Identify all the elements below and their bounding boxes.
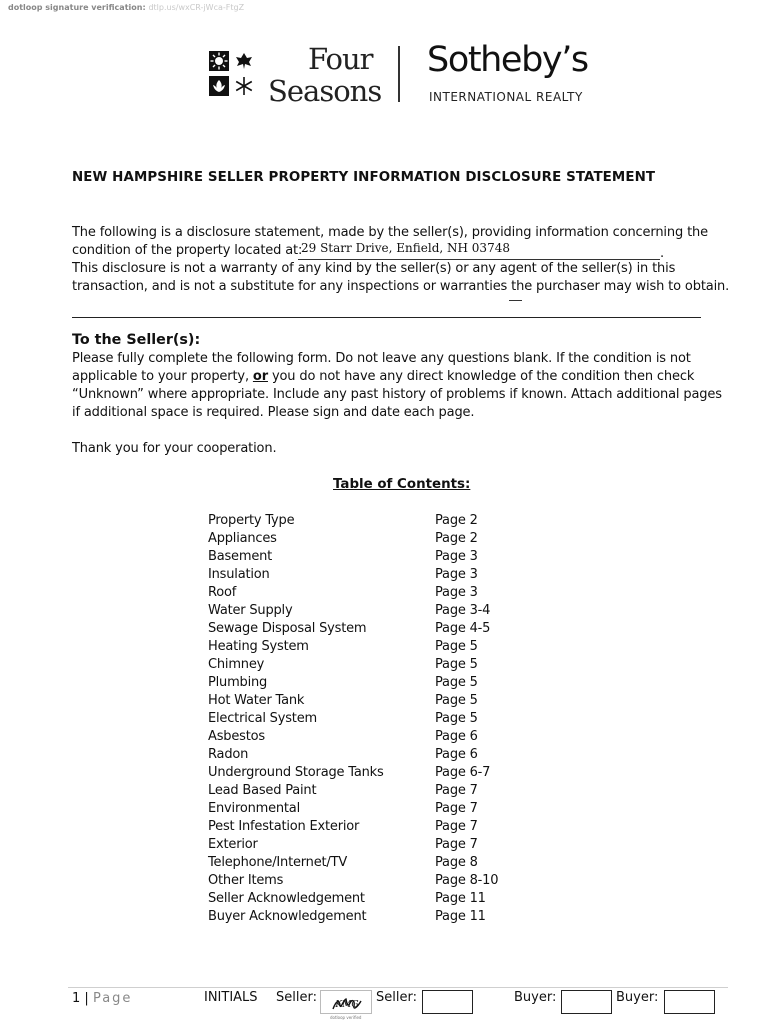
toc-row xyxy=(208,584,528,602)
toc-item-name: Underground Storage Tanks xyxy=(208,765,384,780)
toc-item-page: Page 11 xyxy=(435,909,486,924)
toc-row xyxy=(208,674,528,692)
intro-line-2 xyxy=(72,242,302,260)
page-indicator xyxy=(72,991,132,1006)
toc-item-page: Page 3 xyxy=(435,585,478,600)
intro-line-3: This disclosure is not a warranty of any kind by the seller(s) or any agent of the seller(s) in this xyxy=(72,261,676,276)
toc-item-name: Asbestos xyxy=(208,729,265,744)
instruction-or-emphasis: or xyxy=(252,369,268,384)
intro-line-2-prefix: condition of the property located at: xyxy=(72,243,303,258)
verification-label: dotloop signature verification: xyxy=(8,3,146,12)
instruction-line-2-suffix: you do not have any direct knowledge of the condition then check xyxy=(271,369,695,384)
signature-caption: dotloop verified xyxy=(330,1015,362,1020)
toc-item-name: Buyer Acknowledgement xyxy=(208,909,367,924)
toc-item-name: Heating System xyxy=(208,639,309,654)
to-seller-heading: To the Seller(s): xyxy=(72,332,201,348)
instruction-line-1: Please fully complete the following form. Do not leave any questions blank. If the condition is not xyxy=(72,351,691,366)
partner-logo-subtitle: INTERNATIONAL REALTY xyxy=(429,90,583,104)
seller-1-label: Seller: xyxy=(276,990,317,1005)
document-title: NEW HAMPSHIRE SELLER PROPERTY INFORMATION DISCLOSURE STATEMENT xyxy=(72,170,656,185)
instruction-line-4: if additional space is required. Please sign and date each page. xyxy=(72,405,475,420)
toc-row xyxy=(208,638,528,656)
toc-item-name: Radon xyxy=(208,747,249,762)
toc-item-page: Page 6-7 xyxy=(435,765,491,780)
toc-item-page: Page 6 xyxy=(435,729,478,744)
intro-line-1: The following is a disclosure statement, made by the seller(s), providing information concerning the xyxy=(72,225,708,240)
toc-item-page: Page 5 xyxy=(435,711,478,726)
toc-item-name: Basement xyxy=(208,549,273,564)
toc-item-page: Page 2 xyxy=(435,513,478,528)
flower-icon xyxy=(209,76,229,96)
verification-link[interactable]: dtlp.us/wxCR-jWca-FtgZ xyxy=(148,3,245,12)
instruction-line-2 xyxy=(72,368,694,386)
toc-item-name: Plumbing xyxy=(208,675,268,690)
toc-row xyxy=(208,728,528,746)
toc-item-name: Hot Water Tank xyxy=(208,693,305,708)
toc-row xyxy=(208,548,528,566)
toc-item-name: Seller Acknowledgement xyxy=(208,891,365,906)
seller-2-label: Seller: xyxy=(376,990,417,1005)
toc-item-name: Sewage Disposal System xyxy=(208,621,367,636)
toc-item-page: Page 2 xyxy=(435,531,478,546)
toc-item-page: Page 3-4 xyxy=(435,603,491,618)
section-divider xyxy=(72,317,701,318)
toc-item-page: Page 3 xyxy=(435,549,478,564)
buyer-2-label: Buyer: xyxy=(616,990,659,1005)
partner-logo-text: Sotheby’s xyxy=(427,40,588,80)
stray-dash xyxy=(509,300,522,301)
property-address-field[interactable]: 29 Starr Drive, Enfield, NH 03748 xyxy=(301,241,510,255)
toc-item-page: Page 8 xyxy=(435,855,478,870)
leaf-icon xyxy=(234,51,254,71)
toc-row xyxy=(208,692,528,710)
toc-item-page: Page 11 xyxy=(435,891,486,906)
toc-item-name: Roof xyxy=(208,585,237,600)
toc-row xyxy=(208,908,528,926)
toc-row xyxy=(208,764,528,782)
toc-item-page: Page 8-10 xyxy=(435,873,499,888)
toc-row xyxy=(208,854,528,872)
toc-item-page: Page 5 xyxy=(435,675,478,690)
toc-item-name: Lead Based Paint xyxy=(208,783,317,798)
toc-row xyxy=(208,530,528,548)
toc-item-page: Page 7 xyxy=(435,819,478,834)
toc-item-name: Water Supply xyxy=(208,603,293,618)
toc-row xyxy=(208,836,528,854)
page-word: Page xyxy=(92,991,133,1006)
toc-row xyxy=(208,656,528,674)
toc-item-page: Page 7 xyxy=(435,837,478,852)
buyer-1-initials-box[interactable] xyxy=(561,990,612,1014)
brand-line-seasons: Seasons xyxy=(268,74,382,108)
toc-item-name: Insulation xyxy=(208,567,270,582)
brand-line-four: Four xyxy=(308,42,373,76)
page-separator: | xyxy=(84,991,89,1006)
toc-item-name: Appliances xyxy=(208,531,277,546)
toc-row xyxy=(208,602,528,620)
toc-row xyxy=(208,890,528,908)
toc-row xyxy=(208,800,528,818)
thanks-text: Thank you for your cooperation. xyxy=(72,441,277,456)
toc-item-page: Page 7 xyxy=(435,801,478,816)
toc-item-page: Page 5 xyxy=(435,693,478,708)
table-of-contents xyxy=(208,512,528,926)
signature-verification xyxy=(8,3,244,12)
instruction-line-3: “Unknown” where appropriate. Include any past history of problems if known. Attach additional pages xyxy=(72,387,722,402)
toc-item-page: Page 5 xyxy=(435,639,478,654)
toc-item-page: Page 5 xyxy=(435,657,478,672)
toc-item-name: Property Type xyxy=(208,513,295,528)
toc-item-name: Exterior xyxy=(208,837,258,852)
intro-line-2-suffix: . xyxy=(660,246,665,261)
toc-row xyxy=(208,620,528,638)
seller-2-initials-box[interactable] xyxy=(422,990,473,1014)
page-number: 1 xyxy=(72,991,81,1006)
instruction-line-2-prefix: applicable to your property, xyxy=(72,369,249,384)
toc-item-name: Chimney xyxy=(208,657,265,672)
intro-line-4: transaction, and is not a substitute for any inspections or warranties the purchaser may wish to obtain. xyxy=(72,279,730,294)
buyer-2-initials-box[interactable] xyxy=(664,990,715,1014)
toc-row xyxy=(208,818,528,836)
initials-label: INITIALS xyxy=(204,990,258,1005)
toc-row xyxy=(208,782,528,800)
toc-item-name: Pest Infestation Exterior xyxy=(208,819,360,834)
footer-rule xyxy=(68,987,728,988)
sun-icon xyxy=(209,51,229,71)
toc-title: Table of Contents: xyxy=(333,477,471,492)
toc-item-page: Page 4-5 xyxy=(435,621,491,636)
toc-item-name: Electrical System xyxy=(208,711,317,726)
toc-row xyxy=(208,710,528,728)
toc-item-page: Page 3 xyxy=(435,567,478,582)
toc-item-name: Other Items xyxy=(208,873,284,888)
toc-row xyxy=(208,746,528,764)
toc-item-page: Page 7 xyxy=(435,783,478,798)
snowflake-icon xyxy=(234,76,254,96)
seasons-logo-mark xyxy=(209,51,255,97)
seller-1-initials-text: KMG xyxy=(335,1000,359,1010)
toc-row xyxy=(208,872,528,890)
logo-divider xyxy=(398,46,400,102)
toc-item-name: Environmental xyxy=(208,801,300,816)
seller-1-initials-signature xyxy=(330,991,364,1017)
toc-item-page: Page 6 xyxy=(435,747,478,762)
toc-row xyxy=(208,566,528,584)
buyer-1-label: Buyer: xyxy=(514,990,557,1005)
toc-item-name: Telephone/Internet/TV xyxy=(208,855,348,870)
toc-row xyxy=(208,512,528,530)
